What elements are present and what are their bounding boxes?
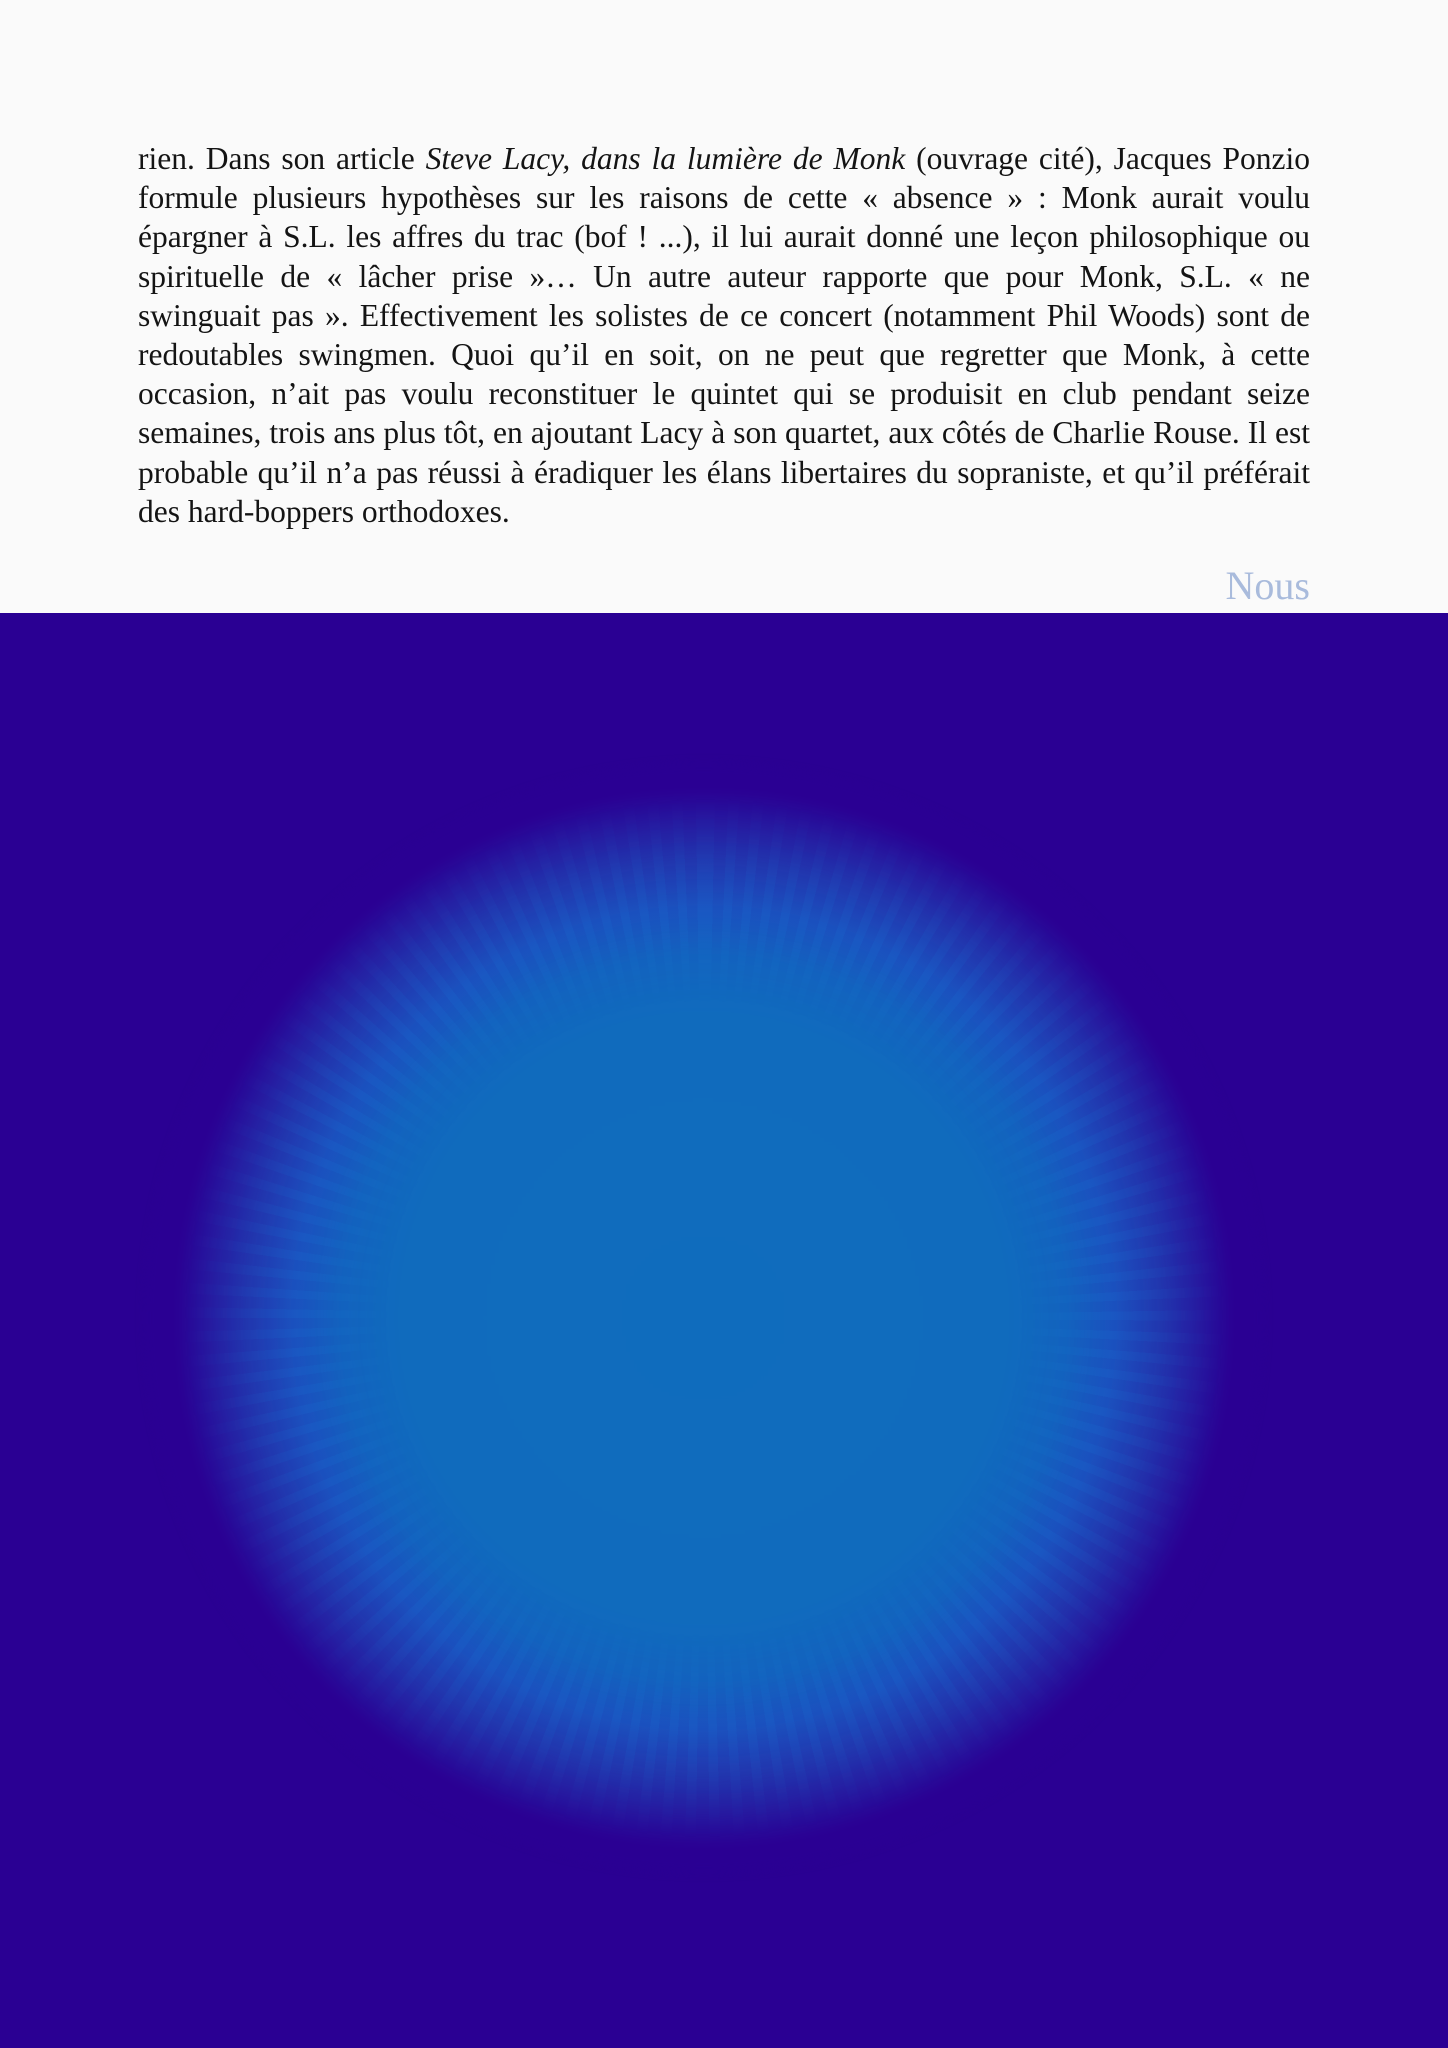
paragraph-opening-text: rien. Dans son article [138,141,426,176]
paragraph-continuation-text: (ouvrage cité), Jacques Ponzio formule plusieurs hypothèses sur les raisons de cette « absence » : Monk aurait voulu épargner à S.L. les affres du trac (bof ! ...), il lui aurait donné une leçon philosophique ou spirituelle de « lâcher prise »… Un autre auteur rapporte que pour Monk, S.L. « ne swinguait pas ». Effectivement les solistes de ce concert (notamment Phil Woods) sont de redoutables swingmen. Quoi qu’il en soit, on ne peut que regretter que Monk, à cette occasion, n’ait pas voulu reconstituer le quintet qui se produisit en club pendant seize semaines, trois ans plus tôt, en ajoutant Lacy à son quartet, aux côtés de Charlie Rouse. Il est probable qu’il n’a pas réussi à éradiquer les élans libertaires du sopraniste, et qu’il préférait des hard-boppers orthodoxes. [138,141,1310,529]
text-section [0,0,1448,613]
blue-glow-artwork [0,613,1448,2048]
running-word: Nous [1225,563,1310,608]
body-paragraph [138,139,1310,531]
article-title: Steve Lacy, dans la lumière de Monk [425,141,906,176]
glow-rays [144,763,1264,1873]
